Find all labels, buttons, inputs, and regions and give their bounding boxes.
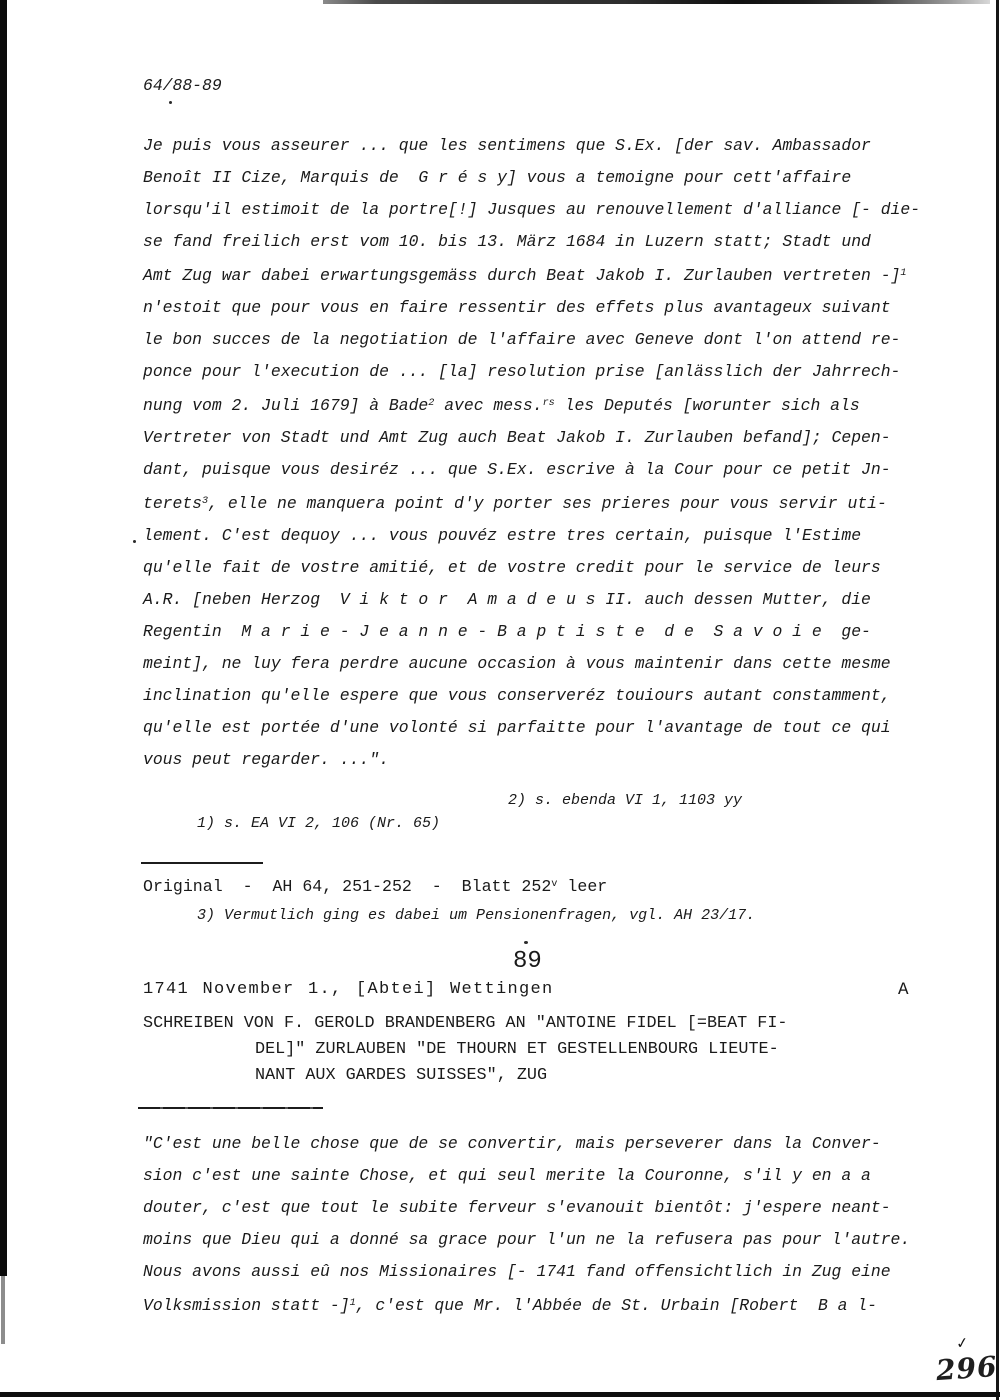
transcript-line: qu'elle est portée d'une volonté si parfaitte pour l'avantage de tout ce qui [143,718,891,738]
footnote-ref-1: 1 [349,1298,356,1309]
transcript-line: sion c'est une sainte Chose, et qui seul merite la Couronne, s'il y en a a [143,1166,871,1185]
transcript-line: ponce pour l'execution de ... [la] resolution prise [anlässlich der Jahrrech- [143,362,901,382]
transcript-line: le bon succes de la negotiation de l'affaire avec Geneve dont l'on attend re- [143,330,901,350]
transcript-line: A.R. [neben Herzog V i k t o r A m a d e u s II. auch dessen Mutter, die [143,590,871,610]
transcript-line: moins que Dieu qui a donné sa grace pour l'un ne la refusera pas pour l'autre. [143,1230,911,1249]
scan-edge-right [996,0,999,1400]
source-text: leer [557,877,608,896]
transcript-text: nung vom 2. Juli 1679] à Bade [143,396,429,416]
footnote-row [143,789,755,881]
entry-number: 89 [513,948,542,975]
transcript-line: vous peut regarder. ...". [143,750,389,770]
entry-88-transcript [143,130,920,776]
footnote-3: 3) Vermutlich ging es dabei um Pensionenfragen, vgl. AH 23/17. [197,907,756,924]
checkmark-icon: ✓ [954,1333,970,1353]
transcript-line [143,486,920,520]
transcript-line: lorsqu'il estimoit de la portre[!] Jusques au renouvellement d'alliance [- die- [143,200,921,219]
footnotes-block [143,789,755,950]
footnote-ref-3: 3 [202,496,209,508]
footnote-1: 1) s. EA VI 2, 106 (Nr. 65) [197,815,441,832]
entry-title-line: DEL]" ZURLAUBEN "DE THOURN ET GESTELLENBOURG LIEUTE- [255,1040,779,1059]
transcript-text: , c'est que Mr. l'Abbée de St. Urbain [Robert B a l- [355,1296,877,1316]
transcript-line: inclination qu'elle espere que vous conserveréz touiours autant constamment, [143,686,891,706]
footnote-ref-2: 2 [428,398,435,410]
scan-edge-left-tail [1,1276,5,1344]
transcript-line [143,258,920,292]
transcript-line: dant, puisque vous desiréz ... que S.Ex. escrive à la Cour pour ce petit Jn- [143,460,891,480]
source-text: Original - AH 64, 251-252 - Blatt 252 [143,877,552,896]
verso-superscript: v [551,877,558,890]
transcript-line: meint], ne luy fera perdre aucune occasion à vous maintenir dans cette mesme [143,654,891,674]
transcript-line: Regentin M a r i e - J e a n n e - B a p t i s t e d e S a v o i e ge- [143,622,871,642]
transcript-line: qu'elle fait de vostre amitié, et de vostre credit pour le service de leurs [143,558,881,578]
transcript-line: se fand freilich erst vom 10. bis 13. März 1684 in Luzern statt; Stadt und [143,232,871,251]
separator-rule [138,1107,323,1109]
transcript-text: Amt Zug war dabei erwartungsgemäss durch Beat Jakob I. Zurlauben vertreten -] [143,266,901,286]
entry-title-line: NANT AUX GARDES SUISSES", ZUG [255,1066,548,1085]
transcript-line: douter, c'est que tout le subite ferveur s'evanouit bientôt: j'espere neant- [143,1198,891,1217]
footnote-2: 2) s. ebenda VI 1, 1103 yy [508,792,743,809]
source-reference-line [143,877,607,896]
entry-title [143,1011,788,1089]
transcript-line: lement. C'est dequoy ... vous pouvéz estre tres certain, puisque l'Estime [143,526,862,546]
transcript-line: "C'est une belle chose que de se convertir, mais perseverer dans la Conver- [143,1134,881,1153]
scan-edge-top [323,0,990,4]
toner-dot [169,101,172,104]
scan-edge-bottom [0,1392,1000,1397]
transcript-line [143,388,920,422]
transcript-line: Je puis vous asseurer ... que les sentimens que S.Ex. [der sav. Ambassador [143,136,871,155]
superscript-abbreviation: rs [542,398,555,410]
toner-dot [133,540,136,543]
separator-rule [141,862,263,864]
transcript-line: Nous avons aussi eû nos Missionaires [- 1741 fand offensichtlich in Zug eine [143,1262,891,1281]
handwritten-page-number: 296 [934,1349,999,1388]
transcript-line: n'estoit que pour vous en faire ressentir des effets plus avantageux suivant [143,298,891,318]
transcript-text: avec mess. [434,396,543,416]
entry-date-place: 1741 November 1., [Abtei] Wettingen [143,980,554,999]
entry-89-transcript [143,1128,910,1322]
footnote-ref-1: 1 [900,268,907,279]
entry-title-line: SCHREIBEN VON F. GEROLD BRANDENBERG AN "ANTOINE FIDEL [=BEAT FI- [143,1014,788,1033]
transcript-line [143,1288,910,1322]
transcript-text: Volksmission statt -] [143,1296,350,1316]
folio-number: 64/88-89 [143,76,222,95]
series-letter: A [898,980,909,1000]
transcript-text: terets [143,494,203,514]
scan-edge-left [0,0,7,1276]
transcript-line: Vertreter von Stadt und Amt Zug auch Beat Jakob I. Zurlauben befand]; Cepen- [143,428,891,448]
transcript-text: , elle ne manquera point d'y porter ses prieres pour vous servir uti- [208,494,887,514]
transcript-text: les Deputés [worunter sich als [554,396,860,416]
transcript-line: Benoît II Cize, Marquis de G r é s y] vous a temoigne pour cett'affaire [143,168,852,187]
